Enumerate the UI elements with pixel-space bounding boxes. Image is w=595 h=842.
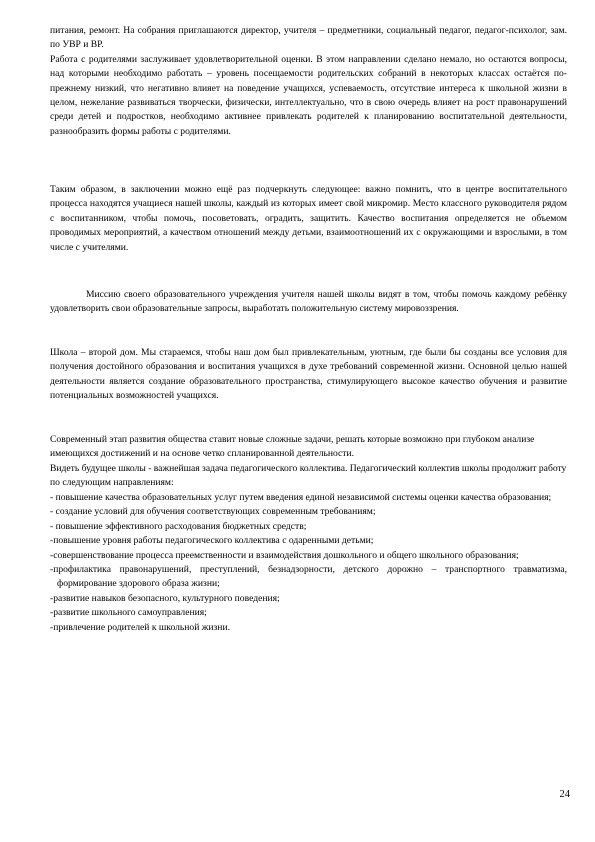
paragraph-school-home [50, 346, 567, 404]
paragraph-text: Работа с родителями заслуживает удовлетворительной оценки. В этом направлении сделано немало, но остаются вопросы, над которыми необходимо работать – уровень посещаемости родительских собраний в некоторых классах остаётся по-прежнему низкий, что негативно влияет на поведение учащихся, успеваемость, отсутствие интереса к школьной жизни в целом, нежелание развиваться творчески, физически, интеллектуально, что в свою очередь влияет на рост правонарушений среди детей и подростков, необходимо активнее привлекать родителей к планированию воспитательной деятельности, разнообразить формы работы с родителями. [50, 53, 567, 137]
paragraph-mission [50, 288, 567, 317]
list-item: -совершенствование процесса преемственности и взаимодействия дошкольного и общего школьного образования; [50, 549, 519, 561]
paragraph-text: Видеть будущее школы - важнейшая задача педагогического коллектива. Педагогический коллектив школы продолжит работу по следующим направлениям: [50, 462, 567, 489]
directions-list [50, 491, 567, 635]
paragraph-meetings [50, 24, 567, 139]
list-item: -повышение уровня работы педагогического коллектива с одаренными детьми; [50, 535, 374, 547]
paragraph-text: Школа – второй дом. Мы стараемся, чтобы наш дом был привлекательным, уютным, где были бы созданы все условия для получения достойного образования и воспитания учащихся в духе требований современной жизни. Основной целью нашей деятельности является создание образовательного пространства, стимулирующего высокое качество обучения и развитие потенциальных возможностей учащихся. [50, 347, 567, 402]
list-item: - повышение эффективного расходования бюджетных средств; [50, 520, 307, 532]
list-item: - создание условий для обучения соответствующих современным требованиям; [50, 506, 376, 518]
list-item: -привлечение родителей к школьной жизни. [50, 621, 230, 633]
paragraph-text: Миссию своего образовательного учреждения учителя нашей школы видят в том, чтобы помочь каждому ребёнку удовлетворить свои образовательные запросы, выработать положительную систему мировоззрения. [50, 289, 567, 315]
paragraph-text: питания, ремонт. На собрания приглашаются директор, учителя – предметники, социальный педагог, педагог-психолог, зам. по УВР и ВР. [50, 25, 567, 51]
list-item: - повышение качества образовательных услуг путем введения единой независимой системы оценки качества образования; [50, 492, 552, 503]
list-item: -развитие школьного самоуправления; [50, 607, 207, 619]
list-item: -профилактика правонарушений, преступлений, безнадзорности, детского дорожно – транспортного травматизма, формирование здорового образа жизни; [50, 564, 567, 590]
paragraph-development [50, 433, 567, 491]
list-item: -развитие навыков безопасного, культурного поведения; [50, 592, 280, 604]
paragraph-text: Современный этап развития общества ставит новые сложные задачи, решать которые возможно при глубоком анализе имеющихся достижений и на основе четко спланированной деятельности. [50, 434, 535, 460]
paragraph-text: Таким образом, в заключении можно ещё раз подчеркнуть следующее: важно помнить, что в центре воспитательного процесса находятся учащиеся нашей школы, каждый из которых имеет свой микромир. Место классного руководителя рядом с воспитанником, чтобы помочь, посоветовать, оградить, защитить. Качество воспитания определяется не объемом проводимых мероприятий, а качеством отношений между детьми, взаимоотношений их с окружающими и взрослыми, в том числе с учителями. [50, 184, 567, 253]
page-number: 24 [559, 789, 570, 800]
paragraph-conclusion [50, 183, 567, 255]
